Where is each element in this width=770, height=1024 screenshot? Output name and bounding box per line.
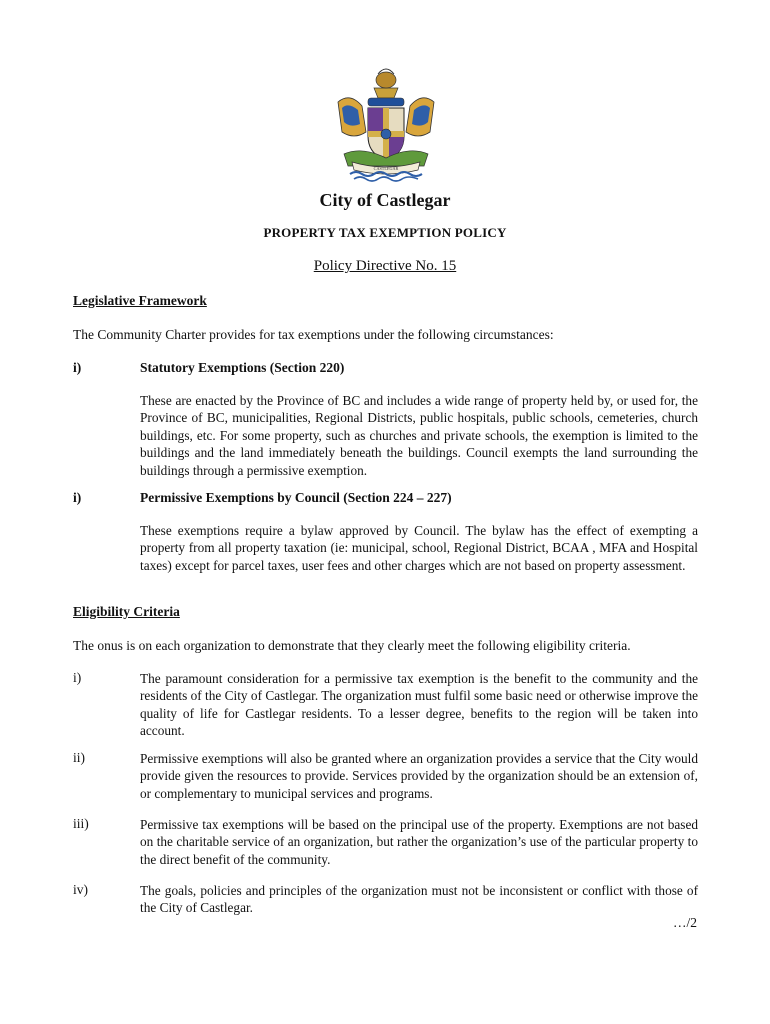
criteria-item-number: ii) xyxy=(73,750,85,765)
policy-title: PROPERTY TAX EXEMPTION POLICY xyxy=(263,225,507,240)
city-name: City of Castlegar xyxy=(319,190,451,210)
statutory-exemptions-title: Statutory Exemptions (Section 220) xyxy=(140,360,345,375)
legislative-intro: The Community Charter provides for tax exemptions under the following circumstances: xyxy=(73,327,554,342)
permissive-item-number: i) xyxy=(73,490,82,505)
permissive-exemptions-title: Permissive Exemptions by Council (Section 224 – 227) xyxy=(140,490,452,505)
statutory-exemptions-text: These are enacted by the Province of BC and includes a wide range of property held by, or used for, the Province of BC, municipalities, Regional Districts, public hospitals, public schools, cemeteries, church buildings, etc. For some property, such as churches and private schools, the exemption is limited to the buildings and the land immediately beneath the buildings. Council exempts the land surrounding the buildings through a permissive exemption. xyxy=(140,393,698,478)
legislative-framework-heading: Legislative Framework xyxy=(73,293,207,308)
criteria-item-text: Permissive tax exemptions will be based on the principal use of the property. Exemptions are not based on the charitable service of an organization, but rather the organization’s use of the particular property to the direct benefit of the community. xyxy=(140,817,698,867)
criteria-item-number: iv) xyxy=(73,882,88,897)
statutory-item-number: i) xyxy=(73,360,82,375)
criteria-item-number: i) xyxy=(73,670,82,685)
criteria-item-text: The paramount consideration for a permissive tax exemption is the benefit to the community and the residents of the City of Castlegar. The organization must fulfil some basic need or otherwise improve the quality of life for Castlegar residents. To a lesser degree, benefits to the region will be taken into account. xyxy=(140,671,698,739)
criteria-item-text: Permissive exemptions will also be granted where an organization provides a service that the City would provide given the resources to provide. Services provided by the organization should be an extension of, or complementary to municipal services and programs. xyxy=(140,751,698,801)
criteria-item-text: The goals, policies and principles of the organization must not be inconsistent or conflict with those of the City of Castlegar. xyxy=(140,883,698,916)
eligibility-criteria-heading: Eligibility Criteria xyxy=(73,604,180,619)
permissive-exemptions-text: These exemptions require a bylaw approved by Council. The bylaw has the effect of exempting a property from all property taxation (ie: municipal, school, Regional District, BCAA , MFA and Hospital taxes) except for parcel taxes, user fees and other charges which are not based on property assessment. xyxy=(140,523,698,573)
crest-motto: CASTLEGAR xyxy=(373,166,399,171)
criteria-item-number: iii) xyxy=(73,816,89,831)
eligibility-intro: The onus is on each organization to demonstrate that they clearly meet the following eligibility criteria. xyxy=(73,638,631,653)
policy-directive-number: Policy Directive No. 15 xyxy=(313,258,457,274)
page-continuation-marker: …/2 xyxy=(672,915,697,930)
coat-of-arms-icon xyxy=(332,62,440,182)
